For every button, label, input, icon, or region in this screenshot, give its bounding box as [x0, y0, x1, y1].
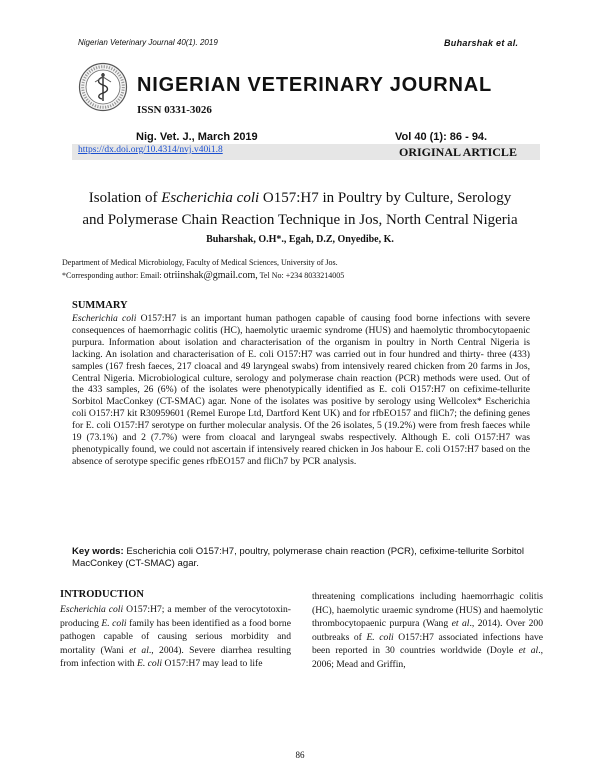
summary-text: O157:H7 is an important human pathogen capable of causing food borne infections with severe consequences of haemorrhagic colitis (HC), haemolytic uraemic syndrome (HUS) and haemolytic thrombocytopaenic purpura. Information about isolation and characterisation of the organism in poultry in North Central Nigeria is lacking. An isolation and characterisation of E. coli O157:H7 was carried out in four hundred and thirty- three (433) samples (167 fresh faeces, 217 cloacal and 49 laryngeal swabs) from intensively reared chicken from 20 farms in Jos, Central Nigeria. Microbiological culture, serology and polymerase chain reaction (PCR) methods were used. Out of the 433 samples, 26 (6%) of the isolates were phenotypically identified as E. coli O157:H7 on cefixime-tellurite Sorbitol MacConkey (CT-SMAC) agar. None of the isolates was positive by serology using Wellcolex* Escherichia coli O157:H7 kit R30959601 (Remel Europe Ltd, Dartford Kent UK) and for rfbEO157 and fliCh7; the defining genes for E. coli O157:H7 serotype on further molecular analysis. Of the 26 isolates, 5 (19.2%) were from fresh faeces while 19 (73.1%) and 2 (7.7%) were from cloacal and laryngeal swabs respectively. Although E. coli O157:H7 was phenotypically found, we could not ascertain if intensively reared chicken in Jos habour E. coli O157:H7 based on the absence of serotype specific genes rfbEO157 and fliCh7 by PCR analysis.: [72, 313, 530, 467]
title-text: Isolation of: [88, 190, 162, 206]
corresponding-tel: Tel No: +234 8033214005: [257, 271, 345, 280]
intro-species-2: E. coli: [101, 617, 127, 629]
intro-right-etal-2: et al: [518, 645, 539, 656]
journal-issn: ISSN 0331-3026: [137, 104, 212, 116]
running-head-right: Buharshak et al.: [444, 38, 519, 48]
intro-right-etal: et al: [451, 618, 470, 629]
introduction-heading: INTRODUCTION: [60, 589, 145, 600]
intro-species: Escherichia coli: [60, 604, 124, 615]
corresponding-email: otriinshak@gmail.com,: [163, 270, 258, 281]
intro-right-c: O157:H7 associated infections have been reported in 30 countries worldwide (Doyle: [312, 631, 544, 656]
article-type: ORIGINAL ARTICLE: [399, 145, 517, 159]
journal-logo-icon: [78, 62, 128, 112]
intro-etal: et al: [129, 644, 149, 656]
citation-date: Nig. Vet. J., March 2019: [136, 131, 258, 143]
authors: Buharshak, O.H*., Egah, D.Z, Onyedibe, K.: [206, 234, 394, 245]
summary-species: Escherichia coli: [72, 313, 137, 324]
intro-right-d: ., 2006; Mead and Griffin,: [312, 645, 543, 670]
summary-heading: SUMMARY: [72, 300, 128, 311]
affiliation: Department of Medical Microbiology, Faculty of Medical Sciences, University of Jos.: [62, 258, 338, 267]
citation-volume: Vol 40 (1): 86 - 94.: [395, 131, 488, 143]
intro-text-d: O157:H7 may lead to life: [162, 658, 263, 669]
article-title-line-1: [40, 187, 560, 209]
journal-name: NIGERIAN VETERINARY JOURNAL: [137, 74, 492, 96]
intro-right-b: ., 2014). Over 200 outbreaks of: [312, 618, 543, 643]
intro-text-b: family has been identified as a food borne pathogen capable of causing serious morbidity and mortality (Wani: [60, 617, 291, 656]
keywords-label: Key words:: [72, 546, 124, 557]
intro-right-a: threatening complications including haemorrhagic colitis (HC), haemolytic uraemic syndrome (HUS) and haemolytic thrombocytopaenic purpura (Wang: [312, 591, 543, 629]
title-text-post: O157:H7 in Poultry by Culture, Serology: [259, 190, 512, 206]
page-number: 86: [295, 750, 305, 760]
introduction-column-right: [312, 590, 543, 671]
title-species: Escherichia coli: [161, 190, 260, 206]
intro-text-c: ., 2004). Severe diarrhea resulting from infection with: [60, 644, 291, 669]
corresponding-label: *Corresponding author: Email:: [62, 271, 164, 280]
intro-right-species: E. coli: [366, 631, 394, 643]
corresponding-author: [62, 270, 344, 281]
keywords: [72, 546, 530, 570]
intro-text-a: O157:H7; a member of the verocytotoxin-producing: [60, 604, 292, 629]
summary-body: [72, 313, 530, 468]
running-head-left: Nigerian Veterinary Journal 40(1). 2019: [78, 38, 218, 47]
keywords-text: Escherichia coli O157:H7, poultry, polymerase chain reaction (PCR), cefixime-tellurite Sorbitol MacConkey (CT-SMAC) agar.: [72, 546, 524, 569]
article-title-line-2: and Polymerase Chain Reaction Technique in Jos, North Central Nigeria: [82, 212, 518, 228]
intro-species-3: E. coli: [137, 658, 163, 669]
introduction-column-left: [60, 603, 291, 671]
doi-link[interactable]: https://dx.doi.org/10.4314/nvj.v40i1.8: [78, 145, 223, 155]
